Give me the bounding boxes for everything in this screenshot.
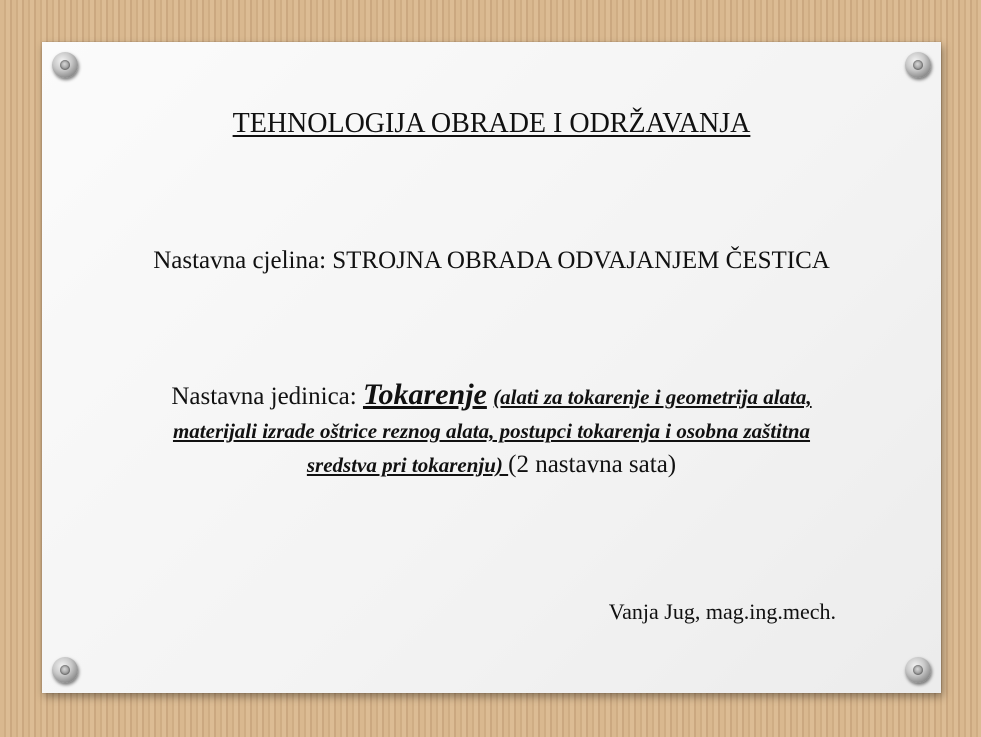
slide-card — [42, 42, 941, 693]
screw-icon — [52, 657, 78, 683]
slide-title: TEHNOLOGIJA OBRADE I ODRŽAVANJA — [232, 108, 751, 139]
unit-prefix: Nastavna jedinica: — [171, 383, 363, 410]
author-name: Vanja Jug, mag.ing.mech. — [608, 599, 836, 624]
subject-text: Nastavna cjelina: STROJNA OBRADA ODVAJANJEM ČESTICA — [153, 247, 830, 274]
screw-icon — [905, 52, 931, 78]
unit-topic: Tokarenje — [362, 378, 487, 411]
unit-text — [142, 378, 841, 482]
screw-icon — [52, 52, 78, 78]
screw-icon — [905, 657, 931, 683]
unit-details: (alati za tokarenje i geometrija alata, materijali izrade oštrice reznog alata, postupci tokarenja i osobna zaštitna sredstva pri tokarenju) — [172, 385, 812, 477]
unit-suffix: (2 nastavna sata) — [508, 451, 677, 478]
